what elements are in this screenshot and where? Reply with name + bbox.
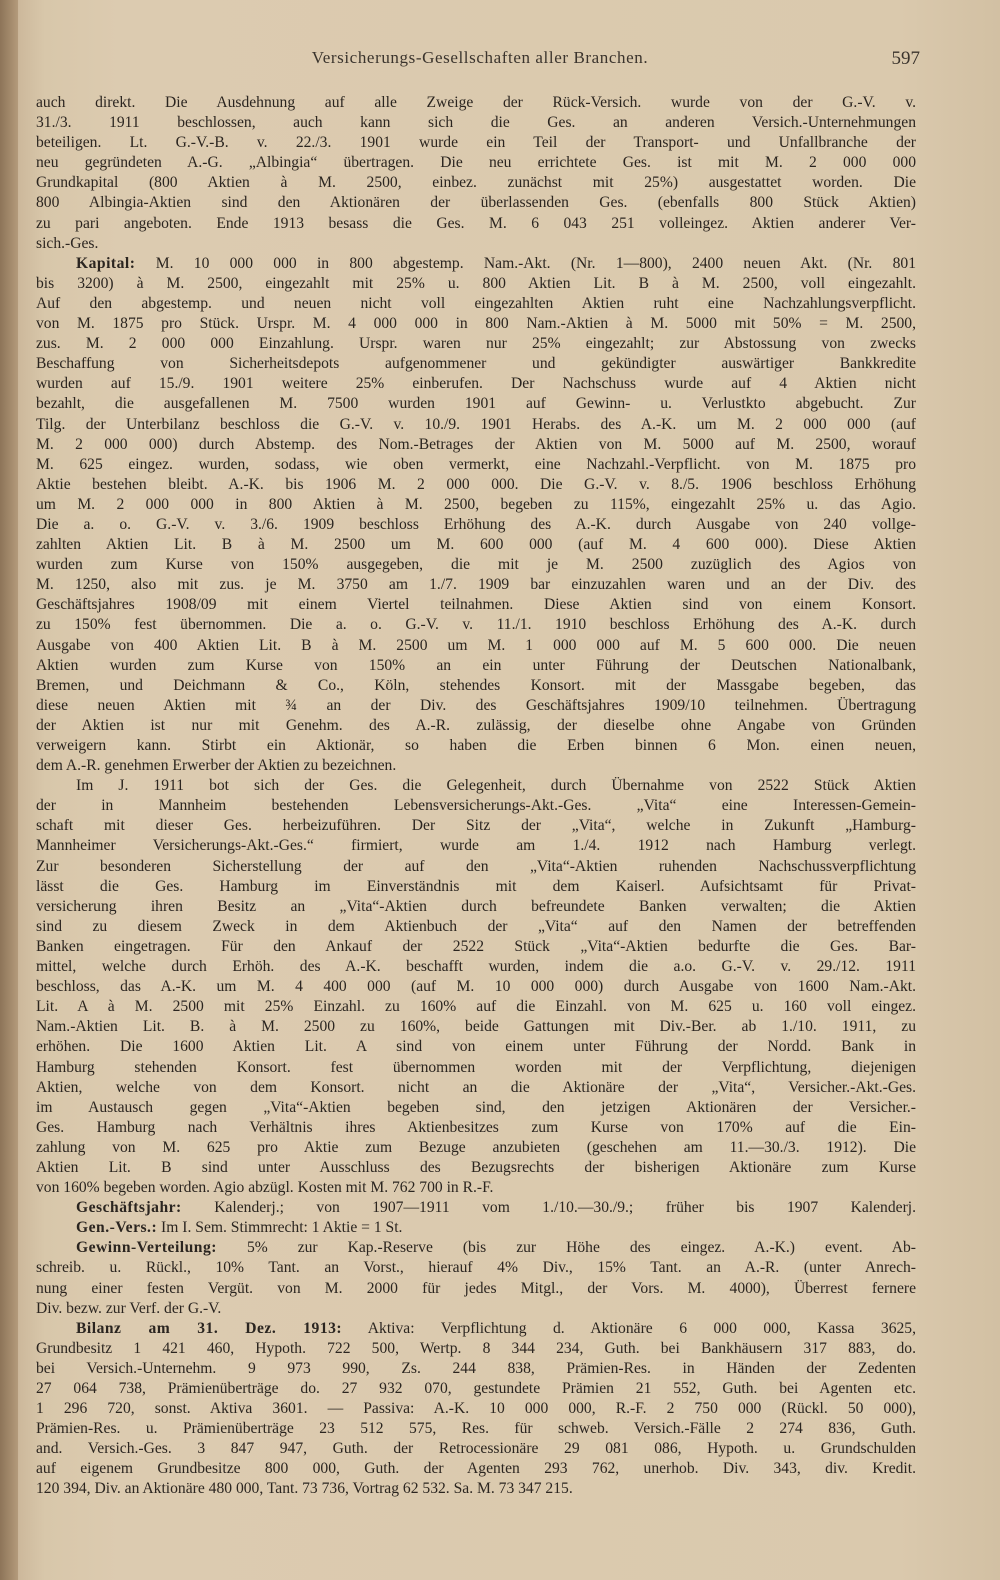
line-text: Auf den abgestemp. und neuen nicht voll eingezahlten Aktien ruht eine Nachzahlungsverpflicht. [36, 294, 916, 312]
text-line [36, 716, 916, 736]
text-line [36, 1439, 916, 1459]
text-line [36, 1359, 916, 1379]
book-spine-shadow [0, 0, 18, 1580]
line-text: mittel, welche durch Erhöh. des A.-K. beschafft wurden, indem die a.o. G.-V. v. 29./12. 1911 [36, 958, 916, 976]
text-line [36, 957, 916, 977]
line-text: Lit. A à M. 2500 mit 25% Einzahl. zu 160% auf die Einzahl. von M. 625 u. 160 voll eingez. [36, 998, 916, 1016]
text-line [36, 435, 916, 455]
line-text: zu 150% fest übernommen. Die a. o. G.-V. v. 11./1. 1910 beschloss Erhöhung des A.-K. durch [36, 616, 916, 634]
text-line [36, 776, 916, 796]
line-text: Aktien Lit. B sind unter Ausschluss des Bezugsrechts der bisherigen Aktionäre zum Kurse [36, 1158, 916, 1176]
line-text: Aktien wurden zum Kurse von 150% an ein unter Führung der Deutschen Nationalbank, [36, 656, 916, 674]
text-line [36, 1319, 916, 1339]
text-line [36, 153, 916, 173]
line-text: Kalenderj.; von 1907—1911 vom 1./10.—30./9.; früher bis 1907 Kalenderj. [181, 1199, 916, 1217]
text-line [36, 475, 916, 495]
line-text: Ausgabe von 400 Aktien Lit. B à M. 2500 um M. 1 000 000 auf M. 5 600 000. Die neuen [36, 636, 916, 654]
line-text: 1 296 720, sonst. Aktiva 3601. — Passiva: A.-K. 10 000 000, R.-F. 2 750 000 (Rückl. 50 000), [36, 1400, 916, 1418]
text-line [36, 857, 916, 877]
text-line [36, 1399, 916, 1419]
line-text: and. Versich.-Ges. 3 847 947, Guth. der Retrocessionäre 29 081 086, Hypoth. u. Grundschulden [36, 1440, 916, 1458]
text-line [36, 1118, 916, 1138]
text-line [36, 1479, 916, 1499]
page-body-text [36, 93, 916, 1500]
text-line [36, 656, 916, 676]
text-line [36, 495, 916, 515]
text-line [36, 937, 916, 957]
line-text: zahlten Aktien Lit. B à M. 2500 um M. 600 000 (auf M. 4 600 000). Diese Aktien [36, 536, 916, 554]
line-text: Bremen, und Deichmann & Co., Köln, stehendes Konsort. mit der Massgabe begeben, das [36, 676, 916, 694]
line-text: schaft mit dieser Ges. herbeizuführen. Der Sitz der „Vita“, welche in Zukunft „Hamburg- [36, 817, 916, 835]
line-text: versicherung ihren Besitz an „Vita“-Aktien durch befreundete Banken verwalten; die Aktien [36, 897, 916, 915]
line-text: bis 3200) à M. 2500, eingezahlt mit 25% u. 800 Aktien Lit. B à M. 2500, voll eingezahlt. [36, 274, 916, 292]
text-line [36, 1178, 916, 1198]
section-heading: Gen.-Vers.: [76, 1219, 158, 1237]
line-text: 5% zur Kap.-Reserve (bis zur Höhe des eingez. A.-K.) event. Ab- [216, 1239, 916, 1257]
line-text: Im J. 1911 bot sich der Ges. die Gelegenheit, durch Übernahme von 2522 Stück Aktien [76, 777, 916, 795]
line-text: bezahlt, die ausgefallenen M. 7500 wurden 1901 auf Gewinn- u. Verlustkto abgebucht. Zur [36, 395, 916, 413]
text-line [36, 1379, 916, 1399]
line-text: verweigern kann. Stirbt ein Aktionär, so haben die Erben binnen 6 Mon. einen neuen, [36, 737, 916, 754]
line-text: Grundbesitz 1 421 460, Hypoth. 722 500, Wertp. 8 344 234, Guth. bei Bankhäusern 317 883, do. [36, 1339, 916, 1357]
text-line [36, 1299, 916, 1319]
text-line [36, 113, 916, 133]
text-line [36, 254, 916, 274]
line-text: der in Mannheim bestehenden Lebensversicherungs-Akt.-Ges. „Vita“ eine Interessen-Gemein- [36, 797, 916, 815]
text-line [36, 354, 916, 374]
line-text: beschloss, das A.-K. um M. 4 400 000 (auf M. 10 000 000) durch Ausgabe von 1600 Nam.-Akt. [36, 978, 916, 996]
text-line [36, 756, 916, 776]
line-text: neu gegründeten A.-G. „Albingia“ übertragen. Die neu errichtete Ges. ist mit M. 2 000 000 [36, 154, 916, 172]
text-line [36, 1158, 916, 1178]
line-text: Aktie bestehen bleibt. A.-K. bis 1906 M. 2 000 000. Die G.-V. v. 8./5. 1906 beschloss Erhöhung [36, 475, 916, 493]
text-line [36, 575, 916, 595]
page-number: 597 [891, 48, 920, 69]
line-text: erhöhen. Die 1600 Aktien Lit. A sind von einem unter Führung der Nordd. Bank in [36, 1038, 916, 1056]
text-line [36, 93, 916, 113]
text-line [36, 314, 916, 334]
line-text: auf eigenem Grundbesitze 800 000, Guth. der Agenten 293 762, unerhob. Div. 343, div. Kredit. [36, 1460, 916, 1478]
line-text: 120 394, Div. an Aktionäre 480 000, Tant. 73 736, Vortrag 62 532. Sa. M. 73 347 215. [36, 1480, 573, 1498]
line-text: Zur besonderen Sicherstellung der auf den „Vita“-Aktien ruhenden Nachschussverpflichtung [36, 857, 916, 875]
line-text: Geschäftsjahres 1908/09 mit einem Viertel teilnahmen. Diese Aktien sind von einem Konsort. [36, 596, 916, 614]
running-head: Versicherungs-Gesellschaften aller Branchen. [311, 48, 649, 67]
text-line [36, 997, 916, 1017]
line-text: 27 064 738, Prämienüberträge do. 27 932 070, gestundete Prämien 21 552, Guth. bei Agenten etc. [36, 1380, 916, 1397]
text-line [36, 1058, 916, 1078]
text-line [36, 173, 916, 193]
page-header [40, 48, 920, 78]
line-text: Hamburg stehenden Konsort. fest übernommen worden mit der Verpflichtung, diejenigen [36, 1058, 916, 1076]
line-text: M. 2 000 000) durch Abstemp. des Nom.-Betrages der Aktien von M. 5000 auf M. 2500, worauf [36, 435, 916, 453]
text-line [36, 555, 916, 575]
text-line [36, 1339, 916, 1359]
text-line [36, 515, 916, 535]
section-heading: Geschäftsjahr: [76, 1199, 182, 1217]
line-text: Prämien-Res. u. Prämienüberträge 23 512 575, Res. für schweb. Versich.-Fälle 2 274 836, Guth. [36, 1420, 916, 1438]
text-line [36, 1238, 916, 1258]
section-heading: Kapital: [76, 254, 136, 272]
line-text: M. 1250, also mit zus. je M. 3750 am 1./7. 1909 bar einzuzahlen waren und an der Div. des [36, 576, 916, 594]
line-text: nung einer festen Vergüt. von M. 2000 für jedes Mitgl., der Vors. M. 4000), Überrest fernere [36, 1279, 916, 1297]
line-text: zahlung von M. 625 pro Aktie zum Bezuge anzubieten (geschehen am 11.—30./3. 1912). Die [36, 1138, 916, 1156]
line-text: auch direkt. Die Ausdehnung auf alle Zweige der Rück-Versich. wurde von der G.-V. v. [36, 94, 916, 111]
line-text: dem A.-R. genehmen Erwerber der Aktien zu bezeichnen. [36, 757, 397, 775]
line-text: Nam.-Aktien Lit. B. à M. 2500 zu 160%, beide Gattungen mit Div.-Ber. ab 1./10. 1911, zu [36, 1018, 916, 1036]
line-text: im Austausch gegen „Vita“-Aktien begeben sind, den jetzigen Aktionären der Versicher.- [36, 1098, 916, 1116]
section-heading: Gewinn-Verteilung: [76, 1239, 217, 1257]
line-text: von M. 1875 pro Stück. Urspr. M. 4 000 000 in 800 Nam.-Aktien à M. 5000 mit 50% = M. 2500, [36, 315, 916, 333]
text-line [36, 1258, 916, 1278]
line-text: wurden zum Kurse von 150% ausgegeben, die mit je M. 2500 zuzüglich des Agios von [36, 556, 916, 574]
line-text: der Aktien ist nur mit Genehm. des A.-R. zulässig, der dieselbe ohne Angabe von Gründen [36, 716, 916, 734]
line-text: Div. bezw. zur Verf. der G.-V. [36, 1299, 222, 1317]
line-text: von 160% begeben worden. Agio abzügl. Kosten mit M. 762 700 in R.-F. [36, 1179, 494, 1197]
text-line [36, 877, 916, 897]
text-line [36, 676, 916, 696]
text-line [36, 615, 916, 635]
text-line [36, 696, 916, 716]
line-text: Beschaffung von Sicherheitsdepots aufgenommener und gekündigter auswärtiger Bankkredite [36, 355, 916, 373]
text-line [36, 455, 916, 475]
text-line [36, 214, 916, 234]
text-line [36, 1078, 916, 1098]
text-line [36, 1459, 916, 1479]
text-line [36, 1037, 916, 1057]
text-line [36, 334, 916, 354]
line-text: wurden auf 15./9. 1901 weitere 25% einberufen. Der Nachschuss wurde auf 4 Aktien nicht [36, 375, 916, 393]
text-line [36, 415, 916, 435]
text-line [36, 736, 916, 756]
text-line [36, 977, 916, 997]
text-line [36, 595, 916, 615]
section-heading: Bilanz am 31. Dez. 1913: [76, 1319, 343, 1337]
text-line [36, 1098, 916, 1118]
line-text: Ges. Hamburg nach Verhältnis ihres Aktienbesitzes zum Kurse von 170% auf die Ein- [36, 1118, 916, 1136]
text-line [36, 796, 916, 816]
text-line [36, 1198, 916, 1218]
line-text: Grundkapital (800 Aktien à M. 2500, einbez. zunächst mit 25%) ausgestattet worden. Die [36, 174, 916, 192]
line-text: bei Versich.-Unternehm. 9 973 990, Zs. 244 838, Prämien-Res. in Händen der Zedenten [36, 1359, 916, 1377]
line-text: zus. M. 2 000 000 Einzahlung. Urspr. waren nur 25% eingezahlt; zur Abstossung von zwecks [36, 335, 916, 353]
text-line [36, 274, 916, 294]
text-line [36, 1218, 916, 1238]
text-line [36, 1279, 916, 1299]
text-line [36, 133, 916, 153]
line-text: sind zu diesem Zweck in dem Aktienbuch der „Vita“ auf den Namen der betreffenden [36, 917, 916, 935]
line-text: Tilg. der Unterbilanz beschloss die G.-V. v. 10./9. 1901 Herabs. des A.-K. um M. 2 000 000 (auf [36, 415, 916, 433]
text-line [36, 374, 916, 394]
line-text: sich.-Ges. [36, 234, 99, 252]
line-text: zu pari angeboten. Ende 1913 besass die Ges. M. 6 043 251 volleingez. Aktien anderer Ver- [36, 214, 916, 232]
line-text: 800 Albingia-Aktien sind den Aktionären der überlassenden Ges. (ebenfalls 800 Stück Aktien) [36, 194, 916, 212]
line-text: beteiligen. Lt. G.-V.-B. v. 22./3. 1901 wurde ein Teil der Transport- und Unfallbranche der [36, 134, 916, 152]
text-line [36, 1138, 916, 1158]
line-text: Mannheimer Versicherungs-Akt.-Ges.“ firmiert, wurde am 1./4. 1912 nach Hamburg verlegt. [36, 837, 916, 855]
text-line [36, 1017, 916, 1037]
text-line [36, 1419, 916, 1439]
text-line [36, 294, 916, 314]
line-text: lässt die Ges. Hamburg im Einverständnis mit dem Kaiserl. Aufsichtsamt für Privat- [36, 877, 916, 895]
text-line [36, 816, 916, 836]
line-text: Aktiva: Verpflichtung d. Aktionäre 6 000 000, Kassa 3625, [342, 1319, 916, 1337]
text-line [36, 897, 916, 917]
text-line [36, 535, 916, 555]
line-text: diese neuen Aktien mit ¾ an der Div. des Geschäftsjahres 1909/10 teilnehmen. Übertragung [36, 696, 916, 714]
line-text: um M. 2 000 000 in 800 Aktien à M. 2500, begeben zu 115%, eingezahlt 25% u. das Agio. [36, 495, 916, 513]
text-line [36, 836, 916, 856]
line-text: Die a. o. G.-V. v. 3./6. 1909 beschloss Erhöhung des A.-K. durch Ausgabe von 240 vollge- [36, 515, 916, 533]
line-text: schreib. u. Rückl., 10% Tant. an Vorst., hierauf 4% Div., 15% Tant. an A.-R. (unter Anrech- [36, 1259, 916, 1277]
text-line [36, 917, 916, 937]
text-line [36, 394, 916, 414]
text-line [36, 636, 916, 656]
text-line [36, 193, 916, 213]
line-text: Banken eingetragen. Für den Ankauf der 2522 Stück „Vita“-Aktien bedurfte die Ges. Bar- [36, 937, 916, 955]
line-text: Im I. Sem. Stimmrecht: 1 Aktie = 1 St. [157, 1219, 403, 1237]
line-text: M. 625 eingez. wurden, sodass, wie oben vermerkt, eine Nachzahl.-Verpflicht. von M. 1875 pro [36, 455, 916, 473]
text-line [36, 234, 916, 254]
line-text: Aktien, welche von dem Konsort. nicht an die Aktionäre der „Vita“, Versicher.-Akt.-Ges. [36, 1078, 916, 1096]
line-text: M. 10 000 000 in 800 abgestemp. Nam.-Akt. (Nr. 1—800), 2400 neuen Akt. (Nr. 801 [135, 254, 916, 272]
line-text: 31./3. 1911 beschlossen, auch kann sich die Ges. an anderen Versich.-Unternehmungen [36, 114, 916, 132]
